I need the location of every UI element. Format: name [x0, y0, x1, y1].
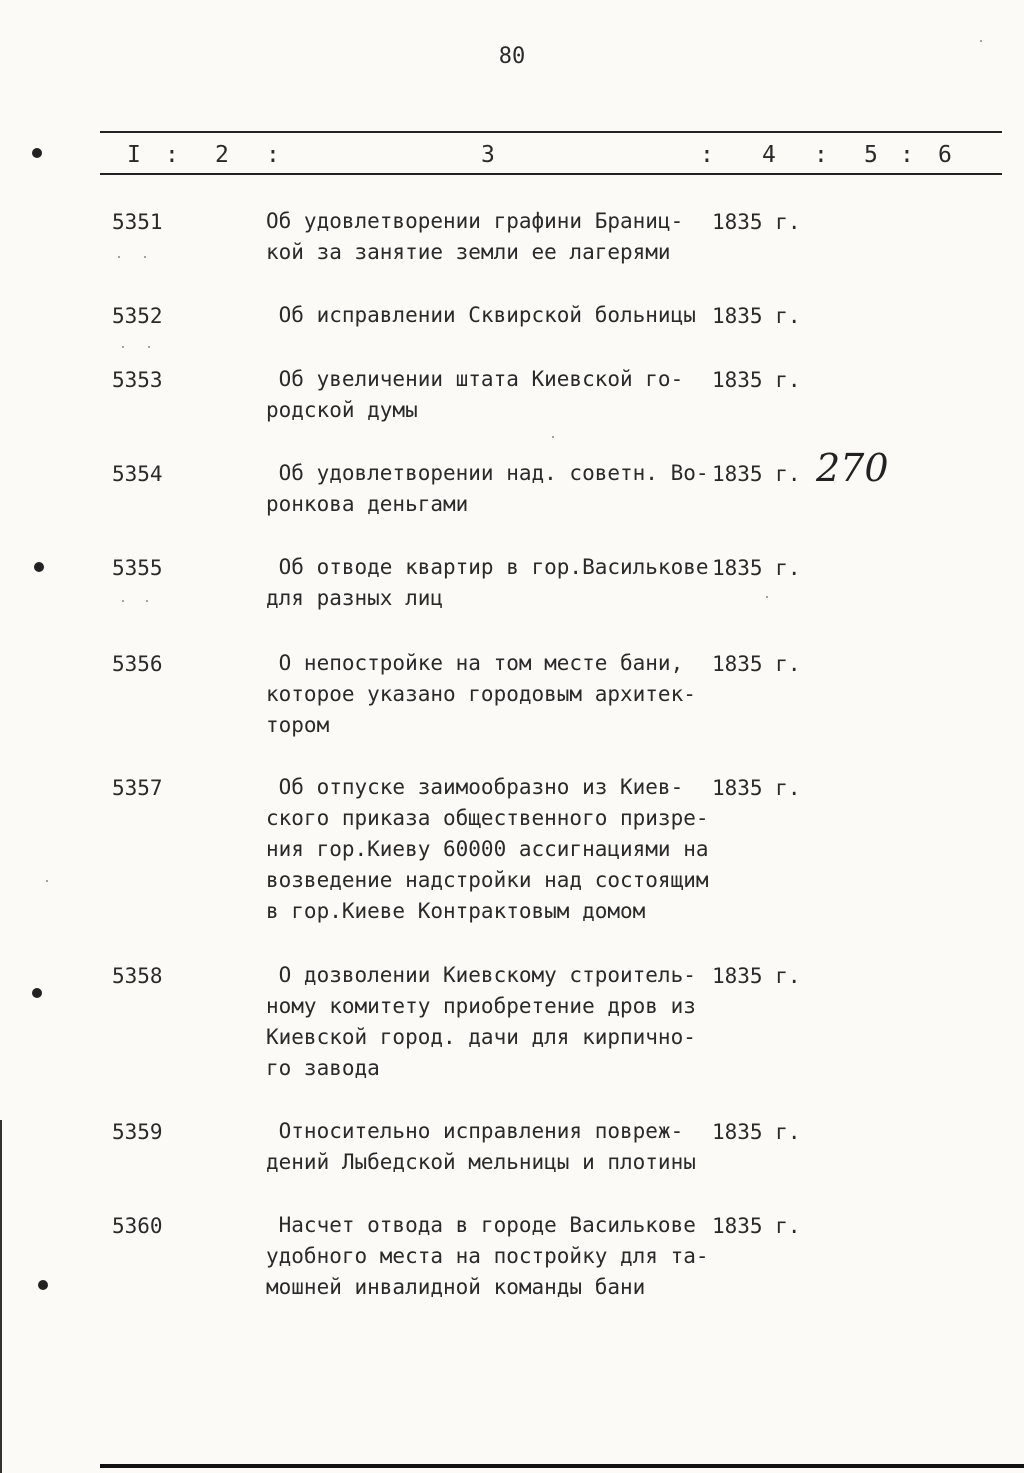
- scan-speck: [146, 600, 148, 602]
- entry-description: [266, 648, 736, 741]
- desc-line: дений Лыбедской мельницы и плотины: [266, 1150, 696, 1174]
- entry-description: [266, 300, 736, 331]
- entry-description: [266, 552, 736, 614]
- entry-number: 5351: [112, 210, 163, 234]
- desc-line: которое указано городовым архитек-: [266, 682, 696, 706]
- scan-speck: [46, 880, 48, 882]
- entry-year: 1835 г.: [712, 964, 801, 988]
- desc-line: для разных лиц: [266, 586, 444, 610]
- entry-number: 5360: [112, 1214, 163, 1238]
- entry-year: 1835 г.: [712, 304, 801, 328]
- header-bottom-rule: [100, 173, 1002, 175]
- col-header-1: I: [127, 142, 141, 168]
- desc-line: ского приказа общественного призре-: [266, 806, 709, 830]
- entry-description: [266, 458, 736, 520]
- punch-hole: [32, 148, 42, 158]
- desc-line: Об отводе квартир в гор.Василькове: [266, 555, 709, 579]
- desc-line: ронкова деньгами: [266, 492, 469, 516]
- desc-line: О непостройке на том месте бани,: [266, 651, 684, 675]
- desc-line: Об удовлетворении над. советн. Во-: [266, 461, 709, 485]
- col-header-4: 4: [762, 142, 776, 168]
- desc-line: го завода: [266, 1056, 380, 1080]
- col-header-2: 2: [215, 142, 229, 168]
- entry-year: 1835 г.: [712, 652, 801, 676]
- desc-line: Относительно исправления повреж-: [266, 1119, 684, 1143]
- scan-speck: [122, 600, 124, 602]
- scan-speck: [122, 346, 124, 348]
- desc-line: удобного места на постройку для та-: [266, 1244, 709, 1268]
- entry-number: 5352: [112, 304, 163, 328]
- desc-line: Об увеличении штата Киевской го-: [266, 367, 684, 391]
- entry-number: 5354: [112, 462, 163, 486]
- header-top-rule: [100, 131, 1002, 133]
- col-header-5: 5: [864, 142, 878, 168]
- entry-description: [266, 960, 736, 1084]
- punch-hole: [32, 988, 42, 998]
- entry-number: 5356: [112, 652, 163, 676]
- entry-year: 1835 г.: [712, 776, 801, 800]
- entry-number: 5358: [112, 964, 163, 988]
- entry-year: 1835 г.: [712, 462, 801, 486]
- desc-line: родской думы: [266, 398, 418, 422]
- scan-edge-left: [0, 1120, 2, 1473]
- scan-speck: [144, 256, 146, 258]
- scan-speck: [980, 40, 982, 42]
- entry-description: [266, 364, 736, 426]
- entry-number: 5359: [112, 1120, 163, 1144]
- entry-year: 1835 г.: [712, 368, 801, 392]
- entry-number: 5357: [112, 776, 163, 800]
- handwritten-note: 270: [816, 446, 889, 490]
- scan-speck: [552, 436, 554, 438]
- scan-speck: [148, 346, 150, 348]
- page-number: 80: [498, 44, 526, 69]
- desc-line: Насчет отвода в городе Василькове: [266, 1213, 696, 1237]
- col-header-6: 6: [938, 142, 952, 168]
- scan-speck: [118, 256, 120, 258]
- punch-hole: [38, 1280, 48, 1290]
- scan-speck: [766, 596, 768, 598]
- entry-year: 1835 г.: [712, 1214, 801, 1238]
- entry-description: [266, 206, 736, 268]
- entry-description: [266, 772, 736, 927]
- col-sep: :: [900, 142, 914, 168]
- desc-line: ния гор.Киеву 60000 ассигнациями на: [266, 837, 709, 861]
- entry-description: [266, 1116, 736, 1178]
- col-header-3: 3: [481, 142, 495, 168]
- desc-line: тором: [266, 713, 330, 737]
- desc-line: ному комитету приобретение дров из: [266, 994, 696, 1018]
- entry-year: 1835 г.: [712, 210, 801, 234]
- entry-number: 5353: [112, 368, 163, 392]
- entry-year: 1835 г.: [712, 1120, 801, 1144]
- entry-year: 1835 г.: [712, 556, 801, 580]
- desc-line: мошней инвалидной команды бани: [266, 1275, 646, 1299]
- col-sep: :: [165, 142, 179, 168]
- desc-line: возведение надстройки над состоящим: [266, 868, 709, 892]
- entry-description: [266, 1210, 736, 1303]
- desc-line: Об удовлетворении графини Браниц-: [266, 209, 684, 233]
- desc-line: О дозволении Киевскому строитель-: [266, 963, 696, 987]
- col-sep: :: [266, 142, 280, 168]
- col-sep: :: [700, 142, 714, 168]
- punch-hole: [34, 562, 44, 572]
- desc-line: кой за занятие земли ее лагерями: [266, 240, 671, 264]
- desc-line: Об исправлении Сквирской больницы: [266, 303, 696, 327]
- desc-line: Об отпуске заимообразно из Киев-: [266, 775, 684, 799]
- col-sep: :: [814, 142, 828, 168]
- scan-edge-bottom: [100, 1464, 1024, 1468]
- entry-number: 5355: [112, 556, 163, 580]
- desc-line: Киевской город. дачи для кирпично-: [266, 1025, 696, 1049]
- desc-line: в гор.Киеве Контрактовым домом: [266, 899, 646, 923]
